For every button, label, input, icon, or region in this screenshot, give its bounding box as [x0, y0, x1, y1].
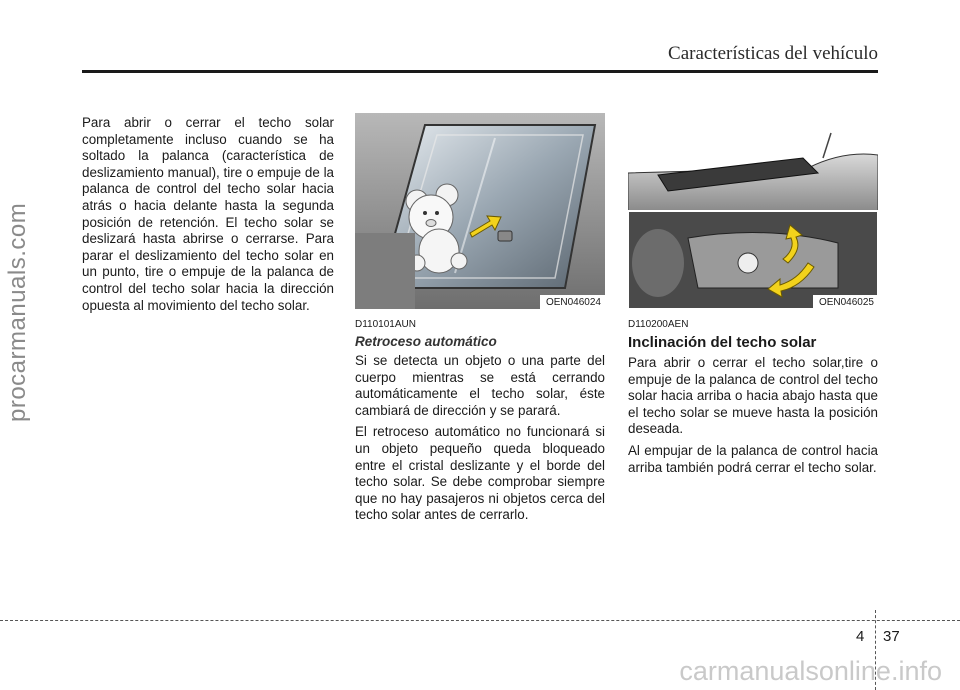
section2-code: D110200AEN: [628, 319, 689, 330]
figure2-caption: OEN046025: [813, 295, 878, 309]
section2-title: Inclinación del techo solar: [628, 334, 817, 351]
figure-sunroof-object: [355, 113, 605, 309]
interior-light: [632, 229, 684, 297]
section-auto-reverse: [355, 319, 605, 529]
figure-sunroof-tilt: [628, 113, 878, 309]
tilt-illustration: [628, 113, 878, 309]
bottom-watermark: carmanualsonline.info: [679, 656, 942, 686]
page-number: 37: [883, 628, 900, 645]
section1-paragraph-1: Si se detecta un objeto o una parte del cuerpo mientras se está cerrando automáticamente el techo solar, éste cambiará de dirección y se parará.: [355, 353, 605, 418]
footer-rule: [0, 620, 960, 621]
section1-title: Retroceso automático: [355, 334, 497, 349]
chapter-number: 4: [856, 628, 865, 645]
header-title: Características del vehículo: [668, 43, 878, 64]
column1-paragraph: Para abrir o cerrar el techo solar completamente incluso cuando se ha soltado la palanca (característica de deslizamiento manual), tire o empuje de la palanca de control del techo solar hacia atrás o hacia delante hasta la segunda posición de retención. El techo solar se deslizará hasta abrirse o cerrarse. Para parar el deslizamiento del techo solar en un punto, tire o empuje de la palanca de control del techo solar hacia la dirección opuesta al movimiento del techo solar.: [82, 115, 334, 313]
side-watermark: procarmanuals.com: [4, 202, 31, 422]
section1-paragraph-2: El retroceso automático no funcionará si un objeto pequeño queda bloqueado entre el cristal deslizante y el borde del techo solar. Se debe comprobar siempre que no hay pasajeros ni objetos cerca del techo solar antes de cerrarlo.: [355, 424, 605, 523]
section2-paragraph-2: Al empujar de la palanca de control hacia arriba también podrá cerrar el techo solar.: [628, 442, 878, 475]
section-tilt: [628, 319, 878, 481]
header-rule: [82, 70, 878, 73]
section1-code: D110101AUN: [355, 319, 416, 330]
sunroof-illustration: [355, 113, 605, 309]
console: [688, 233, 838, 288]
sun-visor: [355, 233, 415, 309]
control-lever: [498, 231, 512, 241]
section2-paragraph-1: Para abrir o cerrar el techo solar,tire o empuje de la palanca de control del techo solar hacia arriba o hacia abajo hasta que el techo solar se mueve hasta la posición deseada.: [628, 355, 878, 437]
figure1-caption: OEN046024: [540, 295, 605, 309]
hand-icon: [738, 253, 758, 273]
